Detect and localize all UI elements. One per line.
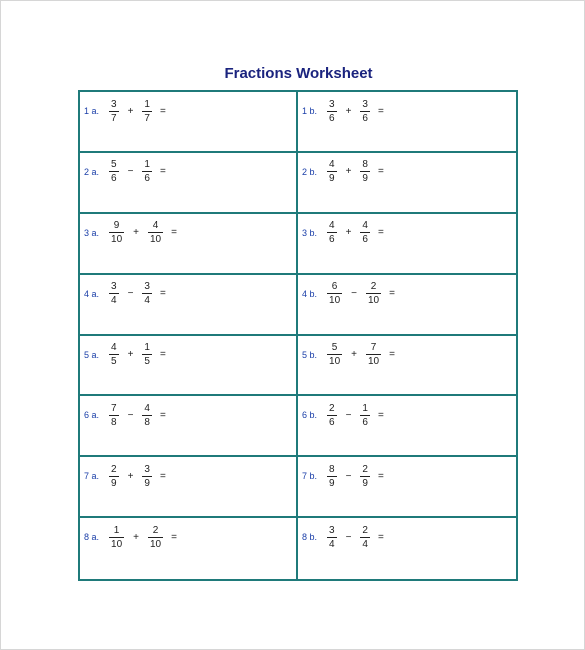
fraction [109,403,119,428]
numerator: 4 [329,220,335,232]
numerator: 5 [331,342,338,353]
fraction-bar [109,537,124,538]
fraction-bar [327,111,337,112]
fraction-bar [109,293,119,294]
problem [302,159,384,185]
numerator: 2 [329,402,335,414]
problem-cell [80,457,298,518]
denominator: 10 [149,538,162,550]
denominator: 7 [111,112,117,124]
problem-cell [80,518,298,579]
problem [84,342,166,368]
fraction [142,281,152,306]
fraction [360,403,370,428]
denominator: 6 [111,173,117,185]
equals-sign: = [159,105,166,117]
operator: + [133,531,139,543]
denominator: 10 [149,234,162,246]
equals-sign: = [171,531,177,543]
fraction-bar [366,293,381,294]
fraction [142,403,152,428]
problem [84,402,166,428]
fraction-bar [360,171,370,172]
denominator: 4 [362,538,368,550]
problem-cell [298,92,516,153]
fraction-bar [109,415,119,416]
operator: + [351,349,357,360]
problem-label: 4 b. [302,288,318,299]
numerator: 1 [144,159,150,171]
fraction [360,99,370,124]
fraction [327,99,337,124]
fraction [327,281,342,306]
operator: − [351,288,357,300]
problem-cell [298,396,516,457]
fraction [327,342,342,367]
denominator: 4 [111,295,117,307]
problem-cell [298,457,516,518]
equals-sign: = [159,409,166,421]
problem-cell [298,275,516,336]
operator: + [127,349,134,360]
equals-sign: = [377,531,384,543]
fraction-bar [142,293,152,294]
equals-sign: = [171,227,177,239]
denominator: 6 [362,112,368,124]
denominator: 10 [329,356,341,367]
operator: + [127,105,134,117]
fraction [360,159,370,184]
fraction [142,464,152,489]
fraction-bar [109,476,119,477]
denominator: 9 [144,477,150,489]
fraction-bar [148,232,163,233]
denominator: 10 [367,356,380,367]
problem-label: 7 a. [84,471,100,482]
numerator: 1 [113,524,120,536]
fraction [327,403,337,428]
numerator: 4 [329,159,335,171]
problem [84,463,166,489]
denominator: 6 [329,112,335,124]
fraction [142,342,152,367]
denominator: 6 [329,416,335,428]
numerator: 3 [329,98,335,110]
fraction [109,525,124,550]
operator: + [133,227,139,239]
numerator: 2 [111,463,117,475]
denominator: 9 [362,173,368,185]
fraction-bar [360,232,370,233]
problem [302,402,384,428]
problem-cell [80,275,298,336]
numerator: 2 [362,463,368,475]
numerator: 4 [362,220,368,232]
problem-label: 6 a. [84,410,100,421]
problem [302,220,384,246]
equals-sign: = [377,470,384,482]
fraction [142,159,152,184]
fraction [360,220,370,245]
numerator: 3 [111,281,117,293]
problem-label: 7 b. [302,471,318,482]
operator: − [127,166,134,178]
problem-label: 4 a. [84,288,100,299]
fraction-bar [109,354,119,355]
denominator: 10 [111,538,123,550]
numerator: 7 [370,342,377,353]
problem-label: 3 a. [84,227,100,238]
numerator: 3 [111,98,117,110]
numerator: 3 [329,524,335,536]
denominator: 8 [144,416,150,428]
fraction-bar [366,354,381,355]
denominator: 5 [111,356,117,367]
numerator: 5 [111,159,117,171]
problem [84,159,166,185]
problem-label: 1 a. [84,106,100,116]
denominator: 10 [329,295,341,307]
numerator: 1 [144,342,150,353]
equals-sign: = [159,349,166,360]
denominator: 6 [144,173,150,185]
numerator: 6 [331,281,338,293]
fraction [109,99,119,124]
problem-cell [80,396,298,457]
fraction-bar [360,537,370,538]
fraction-bar [360,415,370,416]
operator: − [345,409,352,421]
denominator: 10 [111,234,123,246]
fraction-bar [327,537,337,538]
fraction [109,464,119,489]
fraction [327,525,337,550]
equals-sign: = [377,166,384,178]
problem-cell [80,153,298,214]
problem-label: 6 b. [302,410,318,421]
denominator: 7 [144,112,150,124]
equals-sign: = [159,288,166,300]
denominator: 9 [362,477,368,489]
denominator: 9 [329,173,335,185]
operator: + [345,227,352,239]
fraction [327,464,337,489]
fraction-bar [142,354,152,355]
denominator: 6 [362,416,368,428]
problem-label: 5 b. [302,349,318,360]
fraction-bar [360,111,370,112]
equals-sign: = [159,470,166,482]
problem-label: 2 b. [302,166,318,177]
operator: + [345,166,352,178]
fraction-bar [109,171,119,172]
problem-label: 1 b. [302,106,318,116]
problem-grid [78,90,518,581]
fraction-bar [142,111,152,112]
problem-cell [298,153,516,214]
problem-label: 3 b. [302,227,318,238]
problem-cell [80,336,298,397]
denominator: 4 [329,538,335,550]
fraction-bar [109,111,119,112]
operator: − [345,531,352,543]
numerator: 4 [144,402,150,414]
fraction-bar [142,476,152,477]
denominator: 10 [367,295,380,307]
equals-sign: = [377,227,384,239]
numerator: 3 [144,281,150,293]
numerator: 4 [152,220,159,232]
fraction-bar [142,415,152,416]
numerator: 1 [144,98,150,110]
problem [302,281,395,307]
numerator: 4 [111,342,117,353]
numerator: 1 [362,402,368,414]
fraction [148,220,163,245]
numerator: 2 [362,524,368,536]
fraction [109,281,119,306]
equals-sign: = [389,349,395,360]
fraction-bar [327,476,337,477]
fraction [142,99,152,124]
fraction-bar [109,232,124,233]
fraction [366,281,381,306]
problem-cell [298,214,516,275]
operator: + [127,470,134,482]
fraction-bar [327,354,342,355]
operator: − [345,470,352,482]
operator: − [127,288,134,300]
denominator: 9 [329,477,335,489]
fraction [148,525,163,550]
numerator: 9 [113,220,120,232]
denominator: 8 [111,416,117,428]
numerator: 8 [329,463,335,475]
operator: + [345,105,352,117]
equals-sign: = [389,288,395,300]
problem [302,463,384,489]
equals-sign: = [377,409,384,421]
denominator: 6 [362,234,368,246]
problem [84,281,166,307]
numerator: 2 [152,524,159,536]
fraction-bar [327,415,337,416]
problem-cell [80,92,298,153]
fraction [366,342,381,367]
numerator: 3 [362,98,368,110]
fraction-bar [148,537,163,538]
fraction-bar [327,171,337,172]
problem-cell [298,518,516,579]
fraction-bar [360,476,370,477]
problem-label: 5 a. [84,349,100,360]
problem [302,342,395,368]
numerator: 7 [111,402,117,414]
fraction [109,159,119,184]
fraction [360,464,370,489]
equals-sign: = [377,105,384,117]
problem-label: 2 a. [84,166,100,177]
page-title: Fractions Worksheet [224,65,373,82]
problem [302,98,384,124]
numerator: 8 [362,159,368,171]
denominator: 4 [144,295,150,307]
fraction-bar [327,293,342,294]
fraction [109,342,119,367]
denominator: 9 [111,477,117,489]
numerator: 2 [370,281,377,293]
operator: − [127,409,134,421]
problem [302,524,384,550]
fraction-bar [142,171,152,172]
problem-cell [298,336,516,397]
problem-cell [80,214,298,275]
fraction [360,525,370,550]
problem-label: 8 a. [84,532,100,543]
fraction [109,220,124,245]
equals-sign: = [159,166,166,178]
problem [84,98,166,124]
fraction [327,220,337,245]
denominator: 5 [144,356,150,367]
denominator: 6 [329,234,335,246]
problem [84,220,177,246]
problem-label: 8 b. [302,532,318,543]
fraction-bar [327,232,337,233]
numerator: 3 [144,463,150,475]
problem [84,524,177,550]
fraction [327,159,337,184]
